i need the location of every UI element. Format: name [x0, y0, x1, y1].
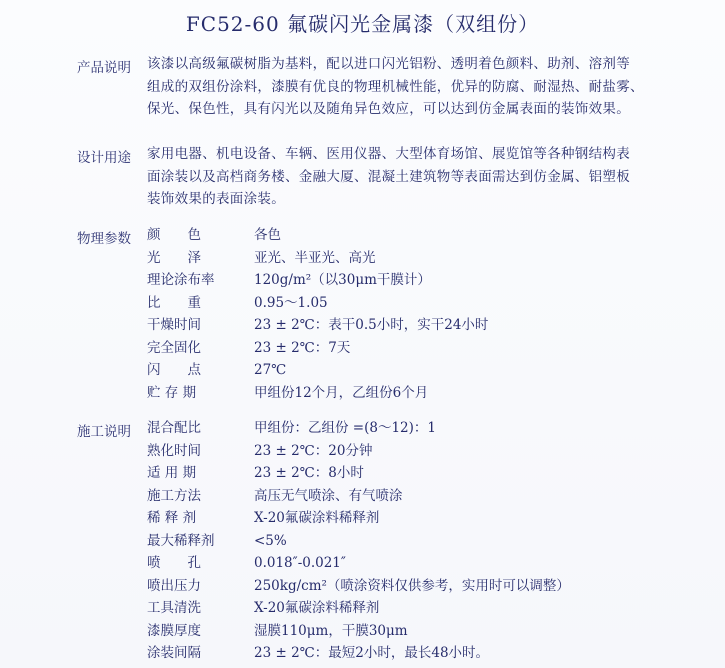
param-key: 完全固化 — [147, 339, 201, 356]
param-key: 颜 色 — [147, 227, 201, 243]
param-value: 250kg/cm²（喷涂资料仅供参考，实用时可以调整） — [254, 577, 570, 594]
param-key: 闪 点 — [147, 362, 201, 378]
param-value: 0.018″-0.021″ — [254, 555, 346, 571]
param-value: 各色 — [254, 227, 281, 243]
paragraph-line: 该漆以高级氟碳树脂为基料，配以进口闪光铝粉、透明着色颜料、助剂、溶剂等 — [147, 56, 630, 72]
section-label: 设计用途 — [77, 150, 131, 166]
param-key: 工具清洗 — [147, 600, 201, 616]
param-key: 涂装间隔 — [147, 645, 201, 661]
param-value: 23 ± 2℃：8小时 — [254, 465, 364, 481]
param-value: 23 ± 2℃：20分钟 — [254, 442, 373, 459]
param-key: 喷 孔 — [147, 555, 201, 571]
paragraph-line: 组成的双组份涂料，漆膜有优良的物理机械性能，优异的防腐、耐湿热、耐盐雾、 — [147, 78, 644, 95]
param-value: 27℃ — [254, 362, 287, 378]
section-paragraph — [147, 143, 717, 211]
param-value: X-20氟碳涂料稀释剂 — [254, 510, 380, 526]
param-value: 高压无气喷涂、有气喷涂 — [254, 487, 403, 504]
param-value: <5% — [254, 532, 287, 549]
param-key: 贮 存 期 — [147, 384, 197, 401]
param-value: 120g/m²（以30μm干膜计） — [254, 272, 431, 288]
param-key: 熟化时间 — [147, 442, 201, 459]
param-key: 喷出压力 — [147, 577, 201, 594]
param-value: 甲组份12个月，乙组份6个月 — [254, 384, 429, 401]
param-value: 23 ± 2℃：7天 — [254, 339, 351, 356]
param-key: 比 重 — [147, 294, 201, 311]
param-value: 23 ± 2℃：表干0.5小时，实干24小时 — [254, 317, 489, 333]
param-key: 光 泽 — [147, 249, 201, 266]
param-key: 漆膜厚度 — [147, 622, 201, 639]
param-key: 混合配比 — [147, 420, 201, 436]
section-label: 物理参数 — [77, 231, 131, 247]
param-value: X-20氟碳涂料稀释剂 — [254, 600, 380, 616]
paragraph-line: 装饰效果的表面涂装。 — [147, 191, 285, 207]
section-label: 施工说明 — [77, 424, 131, 440]
param-value: 亚光、半亚光、高光 — [254, 249, 376, 266]
param-value: 0.95～1.05 — [254, 294, 328, 311]
param-value: 23 ± 2℃：最短2小时，最长48小时。 — [254, 645, 490, 661]
param-value: 湿膜110μm，干膜30μm — [254, 622, 408, 639]
paragraph-line: 家用电器、机电设备、车辆、医用仪器、大型体育场馆、展览馆等各种钢结构表 — [147, 146, 630, 162]
param-key: 最大稀释剂 — [147, 532, 215, 549]
param-value: 甲组份：乙组份 =(8～12)：1 — [254, 420, 436, 436]
section-label: 产品说明 — [77, 60, 131, 76]
param-key: 适 用 期 — [147, 465, 197, 481]
param-key: 干燥时间 — [147, 317, 201, 333]
section-paragraph — [147, 53, 717, 121]
param-key: 理论涂布率 — [147, 272, 215, 288]
param-key: 稀 释 剂 — [147, 510, 197, 526]
param-key: 施工方法 — [147, 487, 201, 504]
paragraph-line: 保光、保色性，具有闪光以及随角异色效应，可以达到仿金属表面的装饰效果。 — [147, 101, 630, 117]
paragraph-line: 面涂装以及高档商务楼、金融大厦、混凝土建筑物等表面需达到仿金属、铝塑板 — [147, 168, 630, 185]
page-title: FC52-60 氟碳闪光金属漆（双组份） — [185, 12, 540, 36]
